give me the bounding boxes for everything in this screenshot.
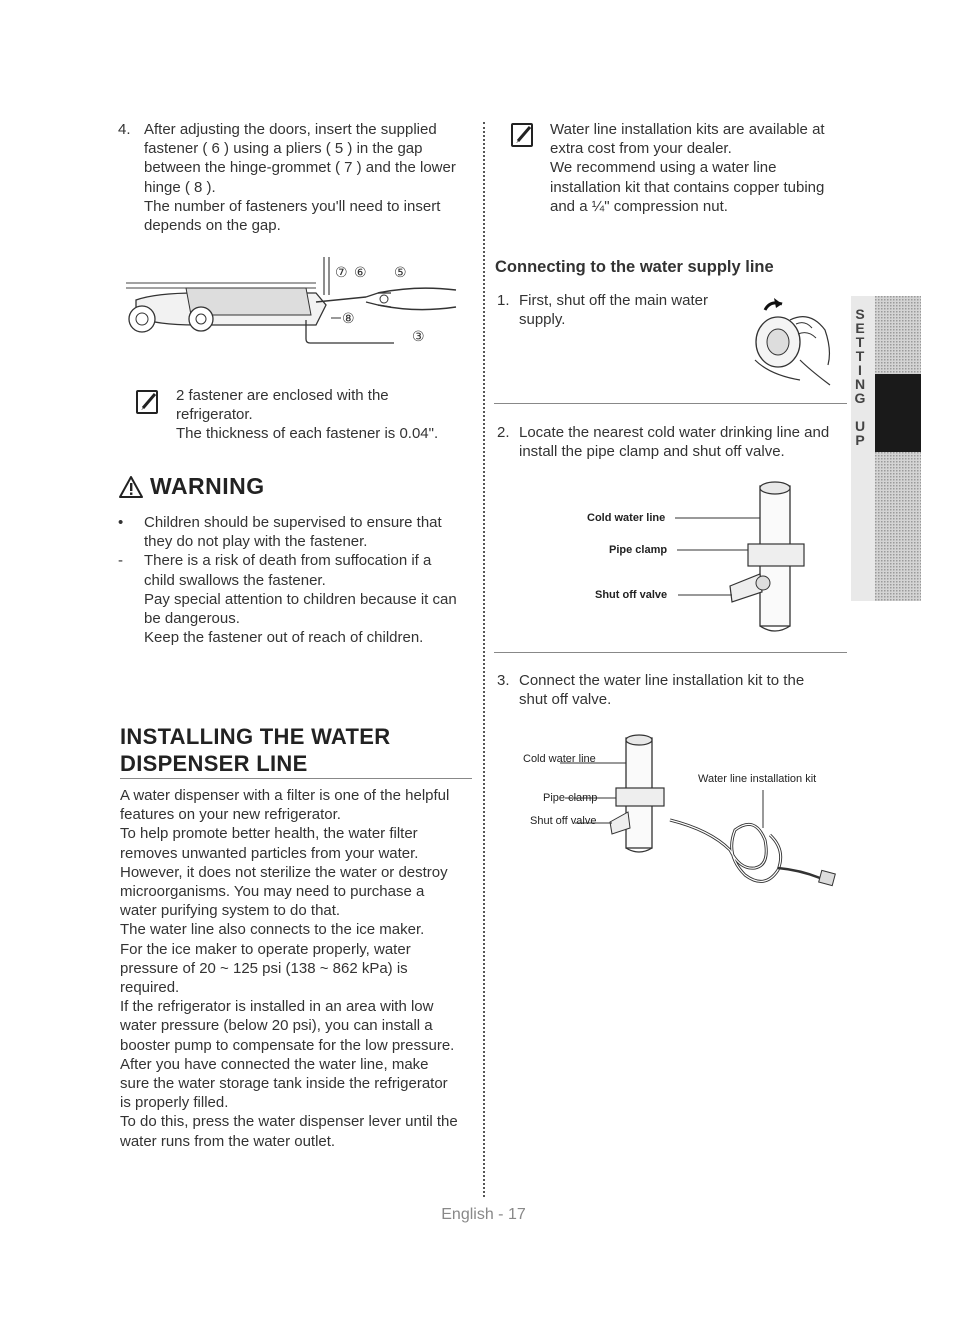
- text-line: be dangerous.: [144, 610, 240, 628]
- text-line: shut off valve.: [519, 691, 612, 709]
- warning-title: WARNING: [150, 473, 265, 499]
- label-shut-off-valve: Shut off valve: [530, 815, 597, 827]
- text-line: Children should be supervised to ensure that: [144, 514, 442, 531]
- text-line: The thickness of each fastener is 0.04".: [176, 425, 439, 443]
- text-line: water pressure (below 20 psi), you can install a: [120, 1017, 433, 1035]
- callout-5: ⑤: [394, 265, 407, 281]
- label-cold-water-line: Cold water line: [587, 512, 666, 524]
- warning-heading: [118, 473, 265, 500]
- text-line: they do not play with the fastener.: [144, 533, 368, 551]
- divider-line: [494, 652, 847, 653]
- text-line: is properly filled.: [120, 1094, 229, 1112]
- label-shut-off-valve: Shut off valve: [595, 589, 668, 601]
- callout-8: ⑧: [342, 311, 355, 327]
- step-number: 4.: [118, 121, 131, 138]
- text-line: supply.: [519, 311, 566, 329]
- dash: -: [118, 552, 123, 570]
- text-line: Connect the water line installation kit to the: [519, 672, 805, 689]
- text-line: However, it does not sterilize the water or destroy: [120, 863, 448, 881]
- text-line: hinge ( 8 ).: [144, 178, 216, 196]
- text-line: After you have connected the water line, make: [120, 1055, 429, 1073]
- text-line: To help promote better health, the water filter: [120, 825, 418, 843]
- warning-triangle-icon: [118, 475, 144, 499]
- callout-3: ③: [412, 329, 425, 345]
- text-line: A water dispenser with a filter is one of the helpful: [120, 787, 450, 804]
- text-line: There is a risk of death from suffocation if a: [144, 552, 432, 570]
- text-line: fastener ( 6 ) using a pliers ( 5 ) in the gap: [144, 140, 423, 158]
- text-line: Keep the fastener out of reach of children.: [144, 629, 424, 647]
- label-water-line-kit: Water line installation kit: [698, 773, 817, 785]
- heading-line: DISPENSER LINE: [120, 751, 308, 776]
- text-line: pressure of 20 ~ 125 psi (138 ~ 862 kPa) is: [120, 959, 408, 977]
- callout-7: ⑦: [335, 265, 348, 281]
- text-line: water runs from the water outlet.: [120, 1132, 336, 1150]
- heading-line: INSTALLING THE WATER: [120, 724, 391, 749]
- section-heading: [120, 723, 472, 779]
- text-line: Locate the nearest cold water drinking line and: [519, 424, 830, 441]
- text-line: between the hinge-grommet ( 7 ) and the lower: [144, 159, 456, 177]
- text-line: install the pipe clamp and shut off valve.: [519, 443, 785, 461]
- shut-off-valve-hand-illustration: [730, 290, 840, 390]
- callout-6: ⑥: [354, 265, 367, 281]
- page-footer: English - 17: [441, 1206, 526, 1223]
- text-line: The number of fasteners you'll need to insert: [144, 197, 441, 215]
- step-number: 1.: [497, 292, 510, 309]
- subsection-title: Connecting to the water supply line: [495, 258, 774, 276]
- label-pipe-clamp: Pipe clamp: [609, 544, 668, 556]
- text-line: Pay special attention to children because it can: [144, 590, 457, 608]
- text-line: After adjusting the doors, insert the supplied: [144, 121, 437, 138]
- section-body: [120, 786, 476, 1151]
- text-line: To do this, press the water dispenser lever until the: [120, 1113, 458, 1131]
- text-line: removes unwanted particles from your water.: [120, 844, 419, 862]
- text-line: extra cost from your dealer.: [550, 140, 732, 158]
- label-pipe-clamp: Pipe clamp: [543, 792, 598, 804]
- text-line: microorganisms. You may need to purchase a: [120, 883, 425, 901]
- text-line: booster pump to compensate for the low pressure.: [120, 1036, 455, 1054]
- column-divider: [483, 122, 485, 1197]
- text-line: If the refrigerator is installed in an area with low: [120, 998, 434, 1016]
- note-icon: [135, 389, 161, 415]
- text-line: Water line installation kits are available at: [550, 121, 825, 138]
- text-line: required.: [120, 979, 180, 997]
- list-item: [118, 513, 478, 551]
- text-line: We recommend using a water line: [550, 159, 777, 177]
- hinge-fastener-diagram: [116, 255, 468, 355]
- kit-note: [550, 120, 850, 216]
- text-line: depends on the gap.: [144, 217, 281, 235]
- text-line: sure the water storage tank inside the refrigerator: [120, 1075, 448, 1093]
- step-2: [497, 423, 842, 461]
- note-icon: [510, 122, 536, 148]
- step-number: 2.: [497, 424, 510, 441]
- step-4: [118, 120, 478, 235]
- bullet: •: [118, 514, 124, 531]
- text-line: The water line also connects to the ice maker.: [120, 921, 425, 939]
- text-line: and a ¼" compression nut.: [550, 197, 728, 215]
- text-line: features on your new refrigerator.: [120, 806, 341, 824]
- side-tab-text: SETTING UP: [852, 306, 868, 446]
- warning-list: [118, 513, 478, 647]
- fastener-note: [176, 386, 466, 444]
- label-cold-water-line: Cold water line: [523, 753, 596, 765]
- text-line: water purifying system to do that.: [120, 902, 341, 920]
- pipe-clamp-diagram: [580, 480, 840, 640]
- text-line: installation kit that contains copper tubing: [550, 178, 825, 196]
- side-tab-label: [853, 306, 873, 446]
- step-3: [497, 671, 842, 709]
- text-line: child swallows the fastener.: [144, 571, 326, 589]
- text-line: For the ice maker to operate properly, water: [120, 940, 411, 958]
- step-number: 3.: [497, 672, 510, 689]
- divider-line: [494, 403, 847, 404]
- list-item: [118, 551, 478, 647]
- text-line: refrigerator.: [176, 406, 253, 424]
- text-line: First, shut off the main water: [519, 292, 708, 309]
- text-line: 2 fastener are enclosed with the: [176, 387, 389, 404]
